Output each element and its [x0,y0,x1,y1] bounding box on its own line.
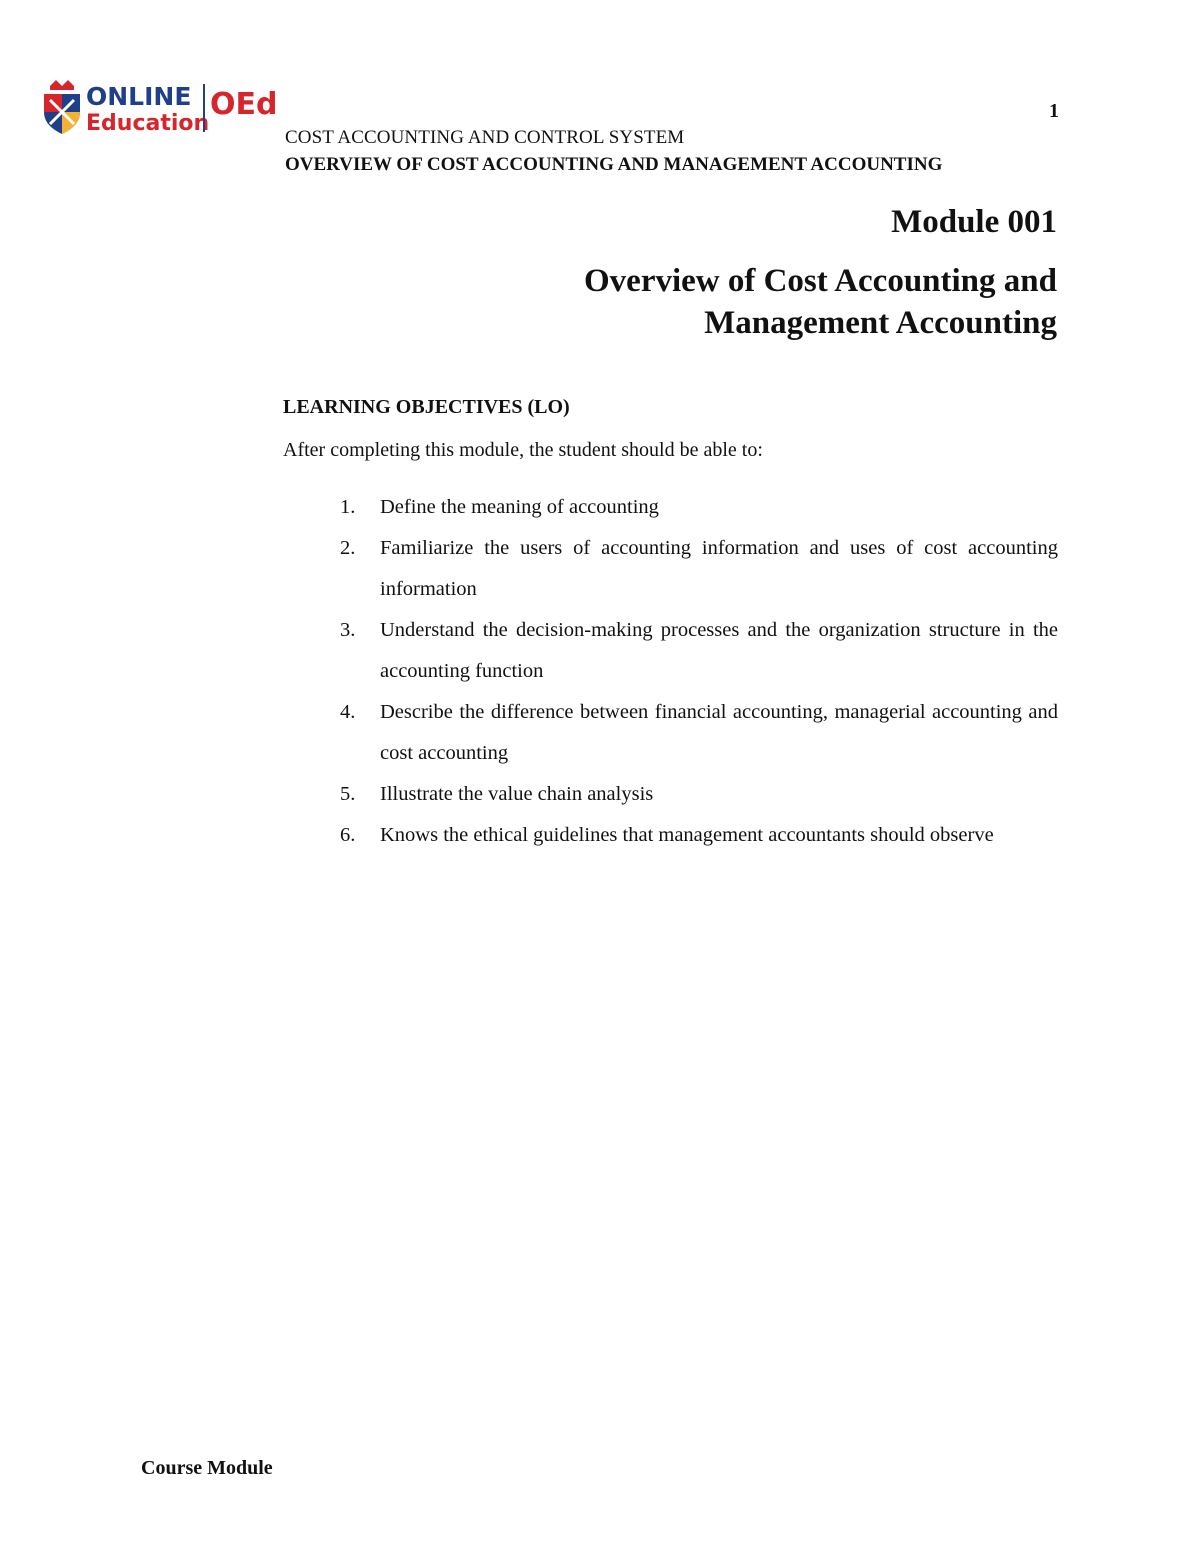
learning-objectives-heading: LEARNING OBJECTIVES (LO) [283,396,570,418]
objective-number: 6. [340,824,356,846]
objective-number: 5. [340,783,356,805]
objective-item [340,774,1058,815]
objective-item [340,487,1058,528]
header-course-title: COST ACCOUNTING AND CONTROL SYSTEM [285,127,685,148]
logo-graphic [40,78,276,136]
module-title-line-1: Overview of Cost Accounting and [584,263,1057,299]
objective-number: 3. [340,619,356,641]
module-title-line-2: Management Accounting [704,305,1057,341]
objective-number: 2. [340,537,356,559]
learning-objectives-list [340,487,1058,856]
module-title [357,260,1057,344]
objective-text: Familiarize the users of accounting information and uses of cost accounting information [380,537,1058,600]
module-number: Module 001 [891,204,1057,240]
objective-text: Describe the difference between financial accounting, managerial accounting and cost accounting [380,701,1058,764]
objective-item [340,692,1058,774]
objective-text: Understand the decision-making processes and the organization structure in the accounting function [380,619,1058,682]
crest-icon [44,80,80,134]
objective-text: Define the meaning of accounting [380,496,659,518]
online-education-logo [40,78,276,136]
objective-item [340,815,1058,856]
logo-badge-text: OEd [210,87,276,122]
objective-text: Illustrate the value chain analysis [380,783,654,805]
logo-secondary-text: Education [86,111,210,136]
objective-number: 1. [340,496,356,518]
objective-number: 4. [340,701,356,723]
header-topic-title: OVERVIEW OF COST ACCOUNTING AND MANAGEMENT ACCOUNTING [285,154,943,175]
objective-text: Knows the ethical guidelines that management accountants should observe [380,824,994,846]
objective-item [340,610,1058,692]
logo-primary-text: ONLINE [86,82,192,111]
footer-course-module-label: Course Module [141,1457,273,1479]
learning-objectives-intro: After completing this module, the student should be able to: [283,439,763,461]
page-number: 1 [1049,100,1059,122]
objective-item [340,528,1058,610]
